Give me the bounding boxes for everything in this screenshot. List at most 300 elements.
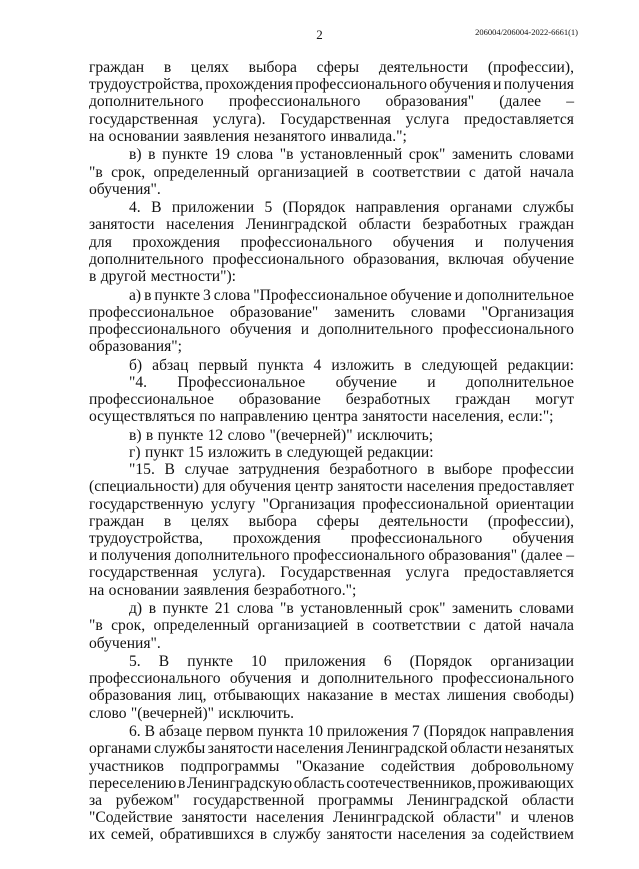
- word: "в: [89, 163, 103, 181]
- word: (профессии),: [487, 59, 574, 76]
- word: в: [356, 617, 364, 635]
- word: В: [164, 461, 175, 479]
- word: переселению: [89, 774, 177, 792]
- word: занятости: [89, 216, 155, 234]
- word: дополнительное: [465, 373, 574, 391]
- word: словами: [410, 303, 466, 321]
- text-line: [89, 251, 574, 268]
- text-line: [89, 635, 574, 652]
- word: центр: [294, 478, 334, 496]
- word: дополнительного: [318, 320, 434, 338]
- word: слова: [213, 286, 251, 304]
- word: и: [474, 233, 484, 251]
- word: 12: [207, 426, 224, 444]
- word: изложить: [207, 444, 271, 462]
- word: пункте: [162, 600, 209, 618]
- text-line: [89, 547, 574, 564]
- word: соотечественников,: [346, 774, 476, 792]
- word: (профессии),: [487, 512, 574, 530]
- text-line: [89, 775, 574, 792]
- word: Ленинградской: [346, 740, 448, 758]
- word: 10: [250, 653, 267, 671]
- word: населения,: [432, 408, 504, 426]
- word: организацией: [257, 617, 349, 635]
- word: и: [300, 670, 310, 688]
- word: (далее: [520, 547, 563, 565]
- word: пункта: [257, 356, 304, 374]
- word: обучение: [512, 250, 574, 268]
- word: (Порядок: [409, 653, 473, 671]
- word: ориентации: [495, 495, 574, 513]
- word: осуществляться: [89, 408, 195, 426]
- word: установленный: [300, 146, 403, 164]
- text-line: [89, 391, 574, 408]
- word: услугу: [210, 495, 256, 513]
- word: "в: [279, 146, 294, 164]
- text-line: [89, 357, 574, 374]
- word: заменить: [452, 600, 513, 618]
- word: обучения".: [89, 180, 161, 198]
- text-line: [89, 582, 574, 599]
- word: содействия: [380, 757, 455, 775]
- word: область: [293, 774, 345, 792]
- word: начала: [529, 163, 574, 181]
- word: соответствии: [372, 163, 461, 181]
- word: области: [358, 216, 411, 234]
- text-line: [89, 478, 574, 495]
- text-line: [89, 461, 574, 478]
- word: органами: [449, 199, 513, 217]
- word: направления: [490, 723, 574, 741]
- word: срок,: [111, 617, 146, 635]
- word: рубежом": [115, 792, 180, 809]
- text-line: [89, 287, 574, 304]
- text-line: [89, 740, 574, 757]
- text-line: [89, 513, 574, 530]
- word: службу: [272, 826, 321, 844]
- word: Государственная: [280, 110, 391, 128]
- word: 6: [383, 653, 392, 671]
- word: граждан: [89, 59, 145, 76]
- word: (далее: [499, 93, 542, 111]
- word: области: [521, 792, 574, 809]
- word: области: [450, 740, 503, 758]
- word: в): [129, 426, 142, 444]
- word: срок": [408, 146, 446, 164]
- word: б): [129, 356, 143, 374]
- word: трудоустройства,: [89, 530, 203, 548]
- word: населения: [406, 478, 475, 496]
- word: В: [151, 199, 162, 217]
- word: в: [144, 286, 152, 304]
- text-line: [89, 564, 574, 581]
- word: предоставляет: [478, 478, 574, 496]
- word: обучения".: [89, 634, 161, 652]
- word: 10: [307, 723, 323, 741]
- text-line: [89, 59, 574, 76]
- word: (Порядок: [423, 723, 487, 741]
- word: профессиональное: [89, 391, 214, 409]
- text-line: [89, 321, 574, 338]
- word: профессионального: [89, 670, 221, 688]
- text-line: [89, 826, 574, 843]
- word: обучение: [390, 286, 452, 304]
- word: местности"):: [150, 268, 236, 286]
- word: проживающих: [477, 774, 574, 792]
- word: в: [145, 426, 154, 444]
- word: государственная: [89, 110, 199, 128]
- word: прохождения: [205, 76, 293, 94]
- word: дополнительного: [89, 250, 204, 268]
- word: предоставляется: [463, 564, 574, 582]
- word: и: [427, 373, 436, 391]
- word: а): [129, 286, 142, 304]
- word: в: [163, 59, 172, 76]
- word: соответствии: [372, 617, 461, 635]
- document-id: 206004/206004-2022-6661(1): [475, 27, 578, 37]
- word: занятости: [337, 478, 403, 496]
- text-line: [89, 670, 574, 687]
- word: целях: [190, 59, 229, 76]
- text-line: [89, 128, 574, 145]
- word: деятельности: [378, 59, 469, 76]
- word: следующей: [286, 444, 363, 462]
- word: образование": [229, 303, 319, 321]
- word: профессионального: [240, 233, 373, 251]
- word: с: [468, 617, 476, 635]
- word: "Профессиональное: [253, 286, 388, 304]
- word: (специальности): [89, 478, 199, 496]
- word: в: [259, 826, 268, 844]
- word: услуга: [405, 564, 450, 582]
- word: профессионального: [212, 250, 345, 268]
- word: в: [356, 163, 364, 181]
- text-line: [89, 530, 574, 547]
- text-line: [89, 338, 574, 355]
- word: Ленинградской: [332, 809, 435, 827]
- word: если:";: [508, 408, 554, 426]
- word: граждан: [518, 216, 574, 234]
- word: программы: [318, 792, 394, 809]
- word: обратившихся: [159, 826, 255, 844]
- word: сферы: [316, 59, 360, 76]
- word: безработного.";: [253, 581, 357, 599]
- word: организации: [490, 653, 574, 671]
- word: затруднения: [238, 461, 320, 479]
- word: исключить;: [356, 426, 434, 444]
- word: словами: [519, 600, 574, 618]
- word: первый: [198, 356, 248, 374]
- word: "15.: [129, 461, 155, 479]
- word: пункте: [157, 426, 204, 444]
- word: 21: [214, 600, 231, 618]
- text-line: [89, 723, 574, 740]
- word: образования,: [353, 250, 440, 268]
- word: и: [300, 320, 310, 338]
- text-line: [89, 408, 574, 425]
- word: услуга).: [212, 110, 266, 128]
- word: в: [148, 600, 157, 618]
- word: организацией: [257, 163, 349, 181]
- word: их: [89, 826, 106, 844]
- word: пункте: [154, 286, 200, 304]
- word: в: [163, 512, 172, 530]
- word: (Порядок: [282, 199, 346, 217]
- word: слово: [89, 704, 127, 722]
- word: инвалида.";: [330, 127, 407, 145]
- word: и: [510, 809, 519, 827]
- word: срок,: [111, 163, 146, 181]
- word: в: [404, 356, 412, 374]
- word: пункт: [144, 444, 184, 462]
- word: датой: [484, 163, 522, 181]
- text-line: [89, 758, 574, 775]
- word: В: [144, 723, 156, 741]
- text-line: [89, 93, 574, 110]
- word: 4: [313, 356, 322, 374]
- word: и: [89, 547, 98, 565]
- word: выбора: [248, 512, 297, 530]
- word: в: [275, 444, 283, 462]
- word: семей,: [110, 826, 154, 844]
- word: населения: [166, 216, 235, 234]
- word: определенный: [153, 617, 250, 635]
- word: наказание: [307, 687, 374, 705]
- text-line: [89, 216, 574, 233]
- word: обучения: [512, 530, 574, 548]
- word: безработного: [329, 461, 418, 479]
- word: занятости: [207, 740, 274, 758]
- word: профессии: [502, 461, 574, 479]
- word: для: [89, 233, 112, 251]
- word: безработных: [422, 216, 508, 234]
- text-line: [89, 76, 574, 93]
- word: "Оказание: [295, 757, 365, 775]
- text-line: [89, 792, 574, 809]
- word: "(вечерней)": [269, 426, 353, 444]
- word: лиц,: [178, 687, 207, 705]
- word: профессионального: [350, 530, 483, 548]
- word: "Содействие: [89, 809, 173, 827]
- word: другой: [100, 268, 147, 286]
- word: срок": [409, 600, 446, 618]
- word: на: [89, 581, 105, 599]
- word: первом: [206, 723, 254, 741]
- word: 19: [214, 146, 230, 164]
- word: 15: [188, 444, 204, 462]
- word: определенный: [153, 163, 250, 181]
- word: населения: [275, 740, 344, 758]
- word: трудоустройства,: [89, 76, 203, 94]
- word: участников: [89, 757, 164, 775]
- word: прохождения: [233, 530, 321, 548]
- word: заменить: [451, 146, 513, 164]
- word: занятости: [362, 408, 428, 426]
- word: исключить.: [218, 704, 295, 722]
- word: предоставляется: [463, 110, 574, 128]
- word: добровольному: [471, 757, 574, 775]
- word: образования": [428, 547, 518, 565]
- word: пункте: [187, 653, 233, 671]
- word: безработных: [345, 391, 431, 409]
- word: обучения: [392, 233, 455, 251]
- text-line: [89, 111, 574, 128]
- text-line: [89, 304, 574, 321]
- word: редакции:: [367, 444, 434, 462]
- text-line: [89, 181, 574, 198]
- word: приложения: [326, 723, 408, 741]
- word: 3: [202, 286, 211, 304]
- word: в): [129, 146, 142, 164]
- word: пункте: [162, 146, 208, 164]
- word: незанятых: [504, 740, 574, 758]
- word: получения: [101, 547, 172, 565]
- word: изложить: [331, 356, 395, 374]
- word: целях: [190, 512, 229, 530]
- word: образования";: [89, 338, 182, 356]
- word: 7: [411, 723, 420, 741]
- word: –: [566, 547, 574, 565]
- word: с: [468, 163, 476, 181]
- page-number: 2: [316, 27, 323, 42]
- word: населения: [256, 809, 324, 827]
- text-line: [89, 687, 574, 704]
- word: г): [129, 444, 141, 462]
- word: службы: [522, 199, 574, 217]
- word: в: [427, 461, 435, 479]
- word: основании: [108, 581, 180, 599]
- word: профессиональной: [362, 495, 489, 513]
- word: Ленинградскую: [186, 774, 293, 792]
- word: на: [89, 127, 105, 145]
- word: дополнительное: [465, 286, 574, 304]
- text-line: [89, 809, 574, 826]
- word: за: [89, 792, 103, 809]
- word: Профессиональное: [177, 373, 306, 391]
- text-line: [89, 164, 574, 181]
- word: абзаце: [158, 723, 203, 741]
- text-line: [89, 444, 574, 461]
- word: "Организация: [481, 303, 574, 321]
- word: дополнительного: [174, 547, 290, 565]
- word: "4.: [129, 373, 148, 391]
- word: Государственная: [280, 564, 391, 582]
- word: слово: [227, 426, 266, 444]
- word: слова: [236, 146, 274, 164]
- word: обучения: [229, 320, 292, 338]
- word: датой: [484, 617, 522, 635]
- word: приложения: [284, 653, 366, 671]
- word: Ленинградской: [406, 792, 509, 809]
- text-line: [89, 234, 574, 251]
- word: государственной: [193, 792, 305, 809]
- word: в: [148, 146, 156, 164]
- document-body: [89, 59, 574, 844]
- word: в: [178, 774, 186, 792]
- text-line: [89, 268, 574, 285]
- word: выборе: [444, 461, 493, 479]
- word: за: [471, 826, 485, 844]
- word: профессионального: [442, 670, 574, 688]
- word: выбора: [248, 59, 297, 76]
- word: содействием: [490, 826, 574, 844]
- word: направления: [355, 199, 440, 217]
- word: дополнительного: [318, 670, 434, 688]
- word: "в: [89, 617, 103, 635]
- word: прохождения: [132, 233, 221, 251]
- word: членов: [527, 809, 574, 827]
- word: д): [129, 600, 143, 618]
- word: свободы): [513, 687, 574, 705]
- word: образования: [89, 687, 172, 705]
- word: отбывающих: [213, 687, 301, 705]
- word: 6.: [129, 723, 141, 741]
- word: по: [199, 408, 216, 426]
- word: услуга: [405, 110, 450, 128]
- word: дополнительного: [89, 93, 204, 111]
- text-line: [89, 617, 574, 634]
- word: заменить: [334, 303, 395, 321]
- word: пункта: [257, 723, 304, 741]
- word: обучения: [429, 76, 491, 94]
- word: деятельности: [378, 512, 469, 530]
- word: заявления: [183, 581, 250, 599]
- word: случае: [184, 461, 229, 479]
- word: "в: [280, 600, 294, 618]
- text-line: [89, 705, 574, 722]
- word: лишения: [447, 687, 507, 705]
- text-line: [89, 374, 574, 391]
- word: незанятого: [253, 127, 326, 145]
- word: и: [454, 286, 463, 304]
- text-line: [89, 199, 574, 216]
- word: населения: [397, 826, 466, 844]
- word: основании: [108, 127, 180, 145]
- word: начала: [529, 617, 574, 635]
- word: образование: [238, 391, 321, 409]
- word: для: [202, 478, 226, 496]
- word: профессионального: [89, 320, 221, 338]
- word: службы: [153, 740, 206, 758]
- word: в: [380, 687, 388, 705]
- word: 4.: [129, 199, 141, 217]
- word: включая: [448, 250, 504, 268]
- word: государственная: [89, 564, 199, 582]
- word: профессионального: [293, 547, 425, 565]
- word: профессионального: [295, 76, 427, 94]
- word: центра: [312, 408, 358, 426]
- word: органами: [89, 740, 152, 758]
- word: занятости: [181, 809, 248, 827]
- word: профессиональное: [89, 303, 214, 321]
- word: граждан: [89, 512, 145, 530]
- word: "Организация: [262, 495, 356, 513]
- word: обучения: [229, 478, 292, 496]
- word: могут: [535, 391, 574, 409]
- text-line: [89, 496, 574, 513]
- word: заявления: [183, 127, 250, 145]
- word: 5: [264, 199, 273, 217]
- word: государственную: [89, 495, 204, 513]
- word: обучения: [229, 670, 292, 688]
- word: получения: [503, 76, 574, 94]
- word: слова: [236, 600, 274, 618]
- word: и: [493, 76, 502, 94]
- word: получения: [503, 233, 574, 251]
- word: обучение: [335, 373, 397, 391]
- word: сферы: [316, 512, 360, 530]
- text-line: [89, 427, 574, 444]
